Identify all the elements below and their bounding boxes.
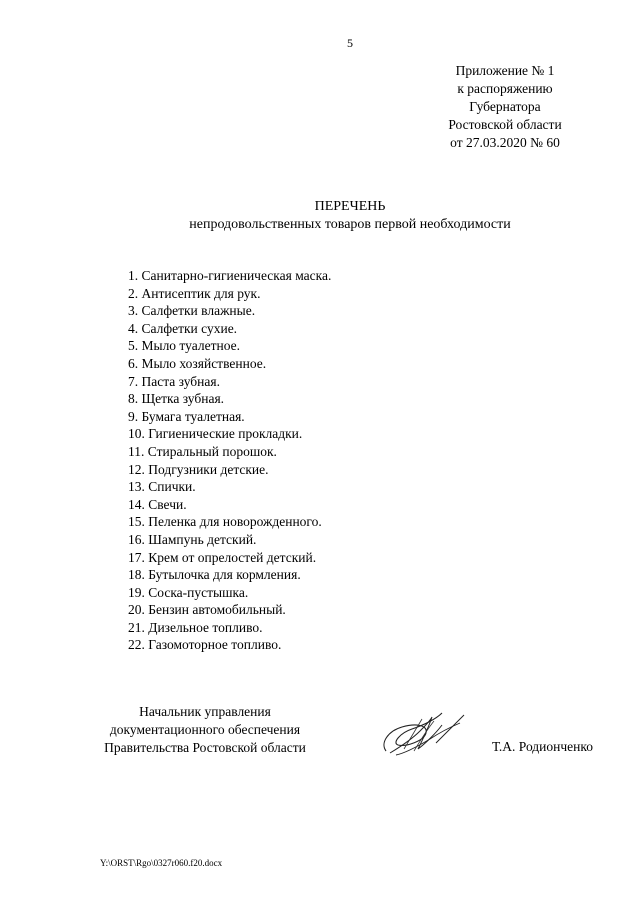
signatory-position xyxy=(90,703,320,757)
position-line: Начальник управления xyxy=(139,704,271,719)
list-item: 18. Бутылочка для кормления. xyxy=(128,567,301,583)
list-item: 16. Шампунь детский. xyxy=(128,531,257,547)
list-item: 8. Щетка зубная. xyxy=(128,391,225,407)
appendix-line: Приложение № 1 xyxy=(455,63,555,78)
list-item: 5. Мыло туалетное. xyxy=(128,338,240,354)
page-number: 5 xyxy=(347,36,353,50)
list-item: 1. Санитарно-гигиеническая маска. xyxy=(128,268,332,283)
list-item: 19. Соска-пустышка. xyxy=(128,584,249,600)
list-item: 15. Пеленка для новорожденного. xyxy=(128,514,322,530)
list-item: 3. Салфетки влажные. xyxy=(128,303,256,319)
list-item: 12. Подгузники детские. xyxy=(128,461,269,477)
list-item: 13. Спички. xyxy=(128,479,196,495)
appendix-line: Губернатора xyxy=(469,99,541,114)
position-line: документационного обеспечения xyxy=(109,722,301,737)
appendix-line: от 27.03.2020 № 60 xyxy=(450,135,560,150)
list-item: 17. Крем от опрелостей детский. xyxy=(128,549,317,565)
list-item: 20. Бензин автомобильный. xyxy=(128,602,286,618)
position-line: Правительства Ростовской области xyxy=(104,740,306,755)
appendix-line: Ростовской области xyxy=(448,117,562,132)
list-item: 21. Дизельное топливо. xyxy=(128,619,263,635)
goods-list xyxy=(128,267,331,654)
list-item: 2. Антисептик для рук. xyxy=(128,285,261,301)
list-item: 14. Свечи. xyxy=(128,496,187,512)
document-title xyxy=(0,198,640,234)
title-subheading: непродовольственных товаров первой необходимости xyxy=(189,217,511,232)
footer-file-path: Y:\ORST\Rgo\0327r060.f20.docx xyxy=(100,858,223,868)
handwritten-signature xyxy=(376,703,466,763)
list-item: 7. Паста зубная. xyxy=(128,373,220,389)
list-item: 6. Мыло хозяйственное. xyxy=(128,355,267,371)
appendix-line: к распоряжению xyxy=(457,81,553,96)
list-item: 9. Бумага туалетная. xyxy=(128,408,245,424)
title-heading: ПЕРЕЧЕНЬ xyxy=(314,199,386,214)
signatory-name: Т.А. Родионченко xyxy=(492,739,593,754)
list-item: 22. Газомоторное топливо. xyxy=(128,637,282,653)
appendix-block xyxy=(440,62,570,152)
list-item: 10. Гигиенические прокладки. xyxy=(128,426,303,442)
list-item: 11. Стиральный порошок. xyxy=(128,443,277,459)
list-item: 4. Салфетки сухие. xyxy=(128,320,238,336)
